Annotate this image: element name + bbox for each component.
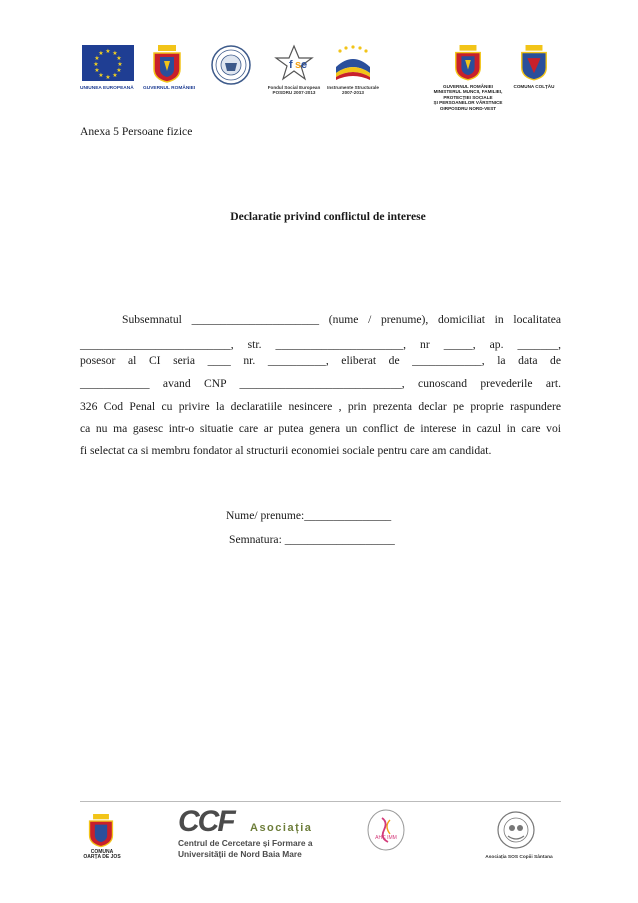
paragraph-line: fi selectat ca si membru fondator al structurii economiei sociale pentru care am candidat. xyxy=(80,444,492,457)
sos-caption: Asociația SOS Copiii Sântana xyxy=(485,855,553,860)
paragraph-line: __________________________, str. ______________________, nr _____, ap. _______, xyxy=(80,338,561,351)
svg-text:s: s xyxy=(295,59,302,71)
ccf-line2: Universității de Nord Baia Mare xyxy=(178,849,302,859)
government-label: GUVERNUL ROMÂNIEI xyxy=(143,86,196,91)
paragraph-line: posesor al CI seria ____ nr. __________, eliberat de ____________, la data de xyxy=(80,354,561,367)
coltau-crest-logo xyxy=(518,41,550,81)
fse-caption-line1: Fondul Social European xyxy=(267,85,321,90)
svg-text:f: f xyxy=(289,59,293,71)
ministry-line2: MINISTERUL MUNCII, FAMILIEI, xyxy=(433,89,503,95)
footer-divider xyxy=(80,801,561,802)
svg-text:★: ★ xyxy=(94,67,100,74)
coltau-label: COMUNA COLȚĂU xyxy=(513,84,555,89)
svg-text:★: ★ xyxy=(98,50,104,57)
is-caption-line1: Instrumente Structurale xyxy=(327,85,379,90)
ccf-association-label: Asociația xyxy=(250,822,313,834)
paragraph-line: ca nu ma gasesc intr-o situatie care ar putea genera un conflict de interese in cazul in care voi xyxy=(80,422,561,435)
ministry-caption xyxy=(426,84,510,111)
svg-text:★: ★ xyxy=(94,55,100,62)
svg-text:★: ★ xyxy=(105,48,111,55)
svg-text:★: ★ xyxy=(98,72,104,79)
svg-text:★: ★ xyxy=(93,61,99,68)
svg-text:★: ★ xyxy=(105,74,111,81)
structural-instruments-logo xyxy=(330,43,376,83)
sos-association-logo xyxy=(496,810,536,850)
svg-text:★: ★ xyxy=(112,72,118,79)
svg-text:★: ★ xyxy=(116,67,122,74)
name-field: Nume/ prenume:_______________ xyxy=(226,509,392,522)
svg-text:e: e xyxy=(301,59,308,71)
fse-logo xyxy=(272,44,316,82)
oarta-crest-logo xyxy=(86,810,116,848)
is-caption-line2: 2007-2013 xyxy=(342,90,364,96)
ccf-logo-mark: CCF xyxy=(178,805,234,838)
eu-label: UNIUNEA EUROPEANĂ xyxy=(80,86,134,91)
svg-text:★: ★ xyxy=(112,50,118,57)
oarta-line1: COMUNA xyxy=(90,849,114,855)
ministry-line1: GUVERNUL ROMÂNIEI xyxy=(443,84,493,89)
ministry-crest-logo xyxy=(452,41,484,81)
paragraph-line: ____________ avand CNP ____________________________, cunoscand prevederile art. xyxy=(80,377,561,390)
ccf-line1: Centrul de Cercetare și Formare a xyxy=(178,838,313,848)
paragraph-line: 326 Cod Penal cu privire la declaratiile nesincere , prin prezenta declar pe proprie raspundere xyxy=(80,400,561,413)
eu-flag-logo xyxy=(82,45,134,81)
annex-label: Anexa 5 Persoane fizice xyxy=(80,125,193,138)
oarta-caption xyxy=(80,850,124,861)
paragraph-line: Subsemnatul ______________________ (nume / prenume), domiciliat in localitatea xyxy=(122,313,561,326)
association-circle-logo xyxy=(366,808,406,852)
ministry-seal-logo xyxy=(211,45,251,85)
ministry-line3: PROTECȚIEI SOCIALE xyxy=(443,94,493,100)
svg-text:★: ★ xyxy=(116,55,122,62)
structural-instruments-caption xyxy=(318,85,388,96)
svg-text:★: ★ xyxy=(117,61,123,68)
svg-text:AHC IMM: AHC IMM xyxy=(375,835,397,841)
government-crest-logo xyxy=(150,41,184,83)
fse-caption-line2: POSDRU 2007-2013 xyxy=(272,90,316,96)
document-title: Declaratie privind conflictul de interese xyxy=(230,210,426,223)
oarta-line2: OARȚA DE JOS xyxy=(83,854,121,861)
signature-field: Semnatura: ___________________ xyxy=(229,533,395,546)
ministry-line4: ȘI PERSOANELOR VÂRSTNICE xyxy=(433,100,503,106)
ministry-line5: OIRPOSDRU NORD-VEST xyxy=(439,105,497,111)
